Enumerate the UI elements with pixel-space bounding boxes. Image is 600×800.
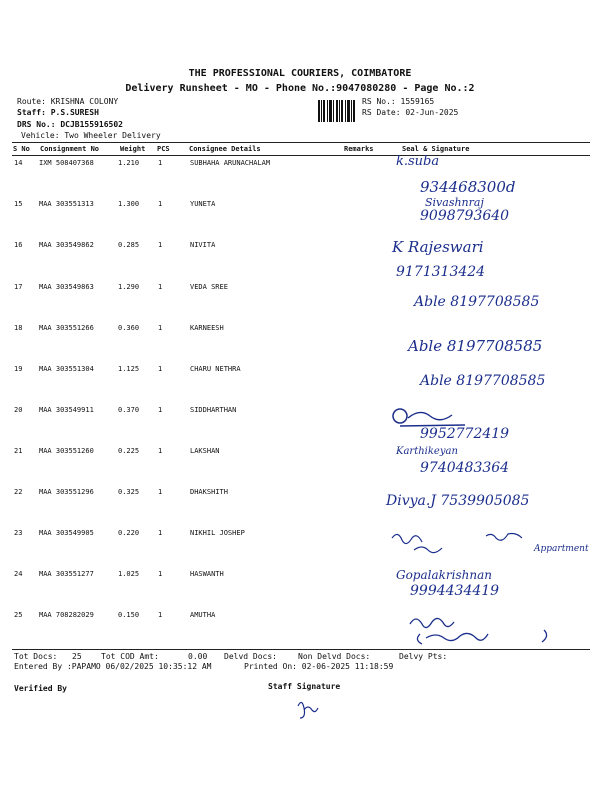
row-consignee: AMUTHA (190, 611, 216, 619)
row-sno: 20 (14, 406, 23, 414)
signature: Able 8197708585 (420, 373, 546, 389)
row-consignment: MAA 303549862 (39, 241, 94, 249)
signature-phone: 9952772419 (420, 426, 510, 442)
row-consignee: KARNEESH (190, 324, 224, 332)
tot-docs-value: 25 (72, 652, 82, 661)
row-sno: 17 (14, 283, 23, 291)
row-sno: 23 (14, 529, 23, 537)
row-consignment: MAA 303551277 (39, 570, 94, 578)
row-sno: 15 (14, 200, 23, 208)
signature-phone: 9171313424 (396, 264, 486, 280)
staff-signature-label: Staff Signature (268, 682, 341, 691)
signature: Able 8197708585 (408, 337, 543, 355)
row-pcs: 1 (158, 283, 163, 291)
printed-on: Printed On: 02-06-2025 11:18:59 (244, 662, 394, 671)
barcode-graphic (318, 100, 356, 122)
signature: Gopalakrishnan (396, 568, 492, 582)
row-consignee: DHAKSHITH (190, 488, 228, 496)
row-consignment: MAA 708282029 (39, 611, 94, 619)
rs-date: RS Date: 02-Jun-2025 (362, 108, 459, 117)
signature: Able 8197708585 (414, 294, 540, 310)
row-consignee: LAKSHAN (190, 447, 220, 455)
row-weight: 1.025 (118, 570, 140, 578)
signature-scribble (404, 610, 554, 646)
row-weight: 0.360 (118, 324, 140, 332)
table-header-rule (12, 155, 590, 156)
row-weight: 0.370 (118, 406, 140, 414)
company-title: THE PROFESSIONAL COURIERS, COIMBATORE (188, 68, 412, 79)
row-weight: 0.325 (118, 488, 140, 496)
verified-by-label: Verified By (14, 684, 67, 693)
row-sno: 18 (14, 324, 23, 332)
row-sno: 14 (14, 159, 23, 167)
row-pcs: 1 (158, 200, 163, 208)
tot-docs-label: Tot Docs: (14, 652, 58, 661)
signature: Divya.J 7539905085 (386, 493, 530, 509)
entered-by: Entered By :PAPAMO 06/02/2025 10:35:12 AM (14, 662, 212, 671)
row-consignment: MAA 303549863 (39, 283, 94, 291)
row-consignment: MAA 303551304 (39, 365, 94, 373)
col-weight: Weight (120, 145, 146, 153)
staff-signature-scribble (294, 696, 320, 720)
col-consignment: Consignment No (40, 145, 100, 153)
row-consignment: MAA 303551260 (39, 447, 94, 455)
row-consignment: MAA 303551266 (39, 324, 94, 332)
footer-rule (12, 649, 590, 650)
signature-phone: 934468300d (420, 178, 516, 196)
row-consignment: MAA 303551313 (39, 200, 94, 208)
tot-cod-value: 0.00 (188, 652, 208, 661)
row-pcs: 1 (158, 529, 163, 537)
row-pcs: 1 (158, 447, 163, 455)
row-sno: 16 (14, 241, 23, 249)
signature: k.suba (396, 154, 440, 169)
signature: Sivashnraj (425, 196, 484, 209)
row-consignment: MAA 303549911 (39, 406, 94, 414)
row-pcs: 1 (158, 241, 163, 249)
row-pcs: 1 (158, 159, 163, 167)
row-pcs: 1 (158, 365, 163, 373)
row-consignee: VEDA SREE (190, 283, 228, 291)
row-pcs: 1 (158, 570, 163, 578)
col-seal-signature: Seal & Signature (402, 145, 470, 153)
signature-phone: 9994434419 (410, 583, 500, 599)
row-sno: 22 (14, 488, 23, 496)
row-pcs: 1 (158, 611, 163, 619)
signature-phone: 9740483364 (420, 460, 510, 476)
row-weight: 1.300 (118, 200, 140, 208)
tot-cod-label: Tot COD Amt: (101, 652, 159, 661)
row-sno: 19 (14, 365, 23, 373)
row-pcs: 1 (158, 488, 163, 496)
table-top-rule (12, 142, 590, 143)
row-sno: 25 (14, 611, 23, 619)
vehicle-label: Vehicle: Two Wheeler Delivery (21, 131, 161, 140)
staff-label: Staff: P.S.SURESH (17, 108, 99, 117)
row-consignment: IXM 508407368 (39, 159, 94, 167)
route-label: Route: KRISHNA COLONY (17, 97, 119, 106)
col-consignee: Consignee Details (189, 145, 261, 153)
row-weight: 1.125 (118, 365, 140, 373)
signature: K Rajeswari (392, 238, 484, 256)
signature: Karthikeyan (396, 446, 458, 457)
row-weight: 0.220 (118, 529, 140, 537)
delvy-pts-label: Delvy Pts: (399, 652, 448, 661)
non-delvd-docs-label: Non Delvd Docs: (298, 652, 371, 661)
row-weight: 1.210 (118, 159, 140, 167)
row-pcs: 1 (158, 406, 163, 414)
row-consignee: SUBHAHA ARUNACHALAM (190, 159, 271, 167)
row-consignee: CHARU NETHRA (190, 365, 241, 373)
runsheet-subtitle: Delivery Runsheet - MO - Phone No.:9047080280 - Page No.:2 (125, 83, 475, 94)
col-pcs: PCS (157, 145, 170, 153)
signature-scribble (390, 406, 470, 428)
row-sno: 24 (14, 570, 23, 578)
row-weight: 1.290 (118, 283, 140, 291)
row-consignee: NIKHIL JOSHEP (190, 529, 245, 537)
drs-number: DRS No.: DCJB155916502 (17, 120, 123, 129)
row-consignee: NIVITA (190, 241, 216, 249)
row-consignee: HASWANTH (190, 570, 224, 578)
col-remarks: Remarks (344, 145, 374, 153)
rs-number: RS No.: 1559165 (362, 97, 435, 106)
row-weight: 0.285 (118, 241, 140, 249)
row-consignment: MAA 303551296 (39, 488, 94, 496)
col-sno: S No (13, 145, 30, 153)
row-sno: 21 (14, 447, 23, 455)
row-consignment: MAA 303549905 (39, 529, 94, 537)
row-consignee: YUNETA (190, 200, 216, 208)
row-pcs: 1 (158, 324, 163, 332)
signature-note: Appartment (534, 544, 589, 554)
row-weight: 0.150 (118, 611, 140, 619)
delvd-docs-label: Delvd Docs: (224, 652, 277, 661)
row-consignee: SIDDHARTHAN (190, 406, 237, 414)
row-weight: 0.225 (118, 447, 140, 455)
signature-phone: 9098793640 (420, 208, 510, 224)
